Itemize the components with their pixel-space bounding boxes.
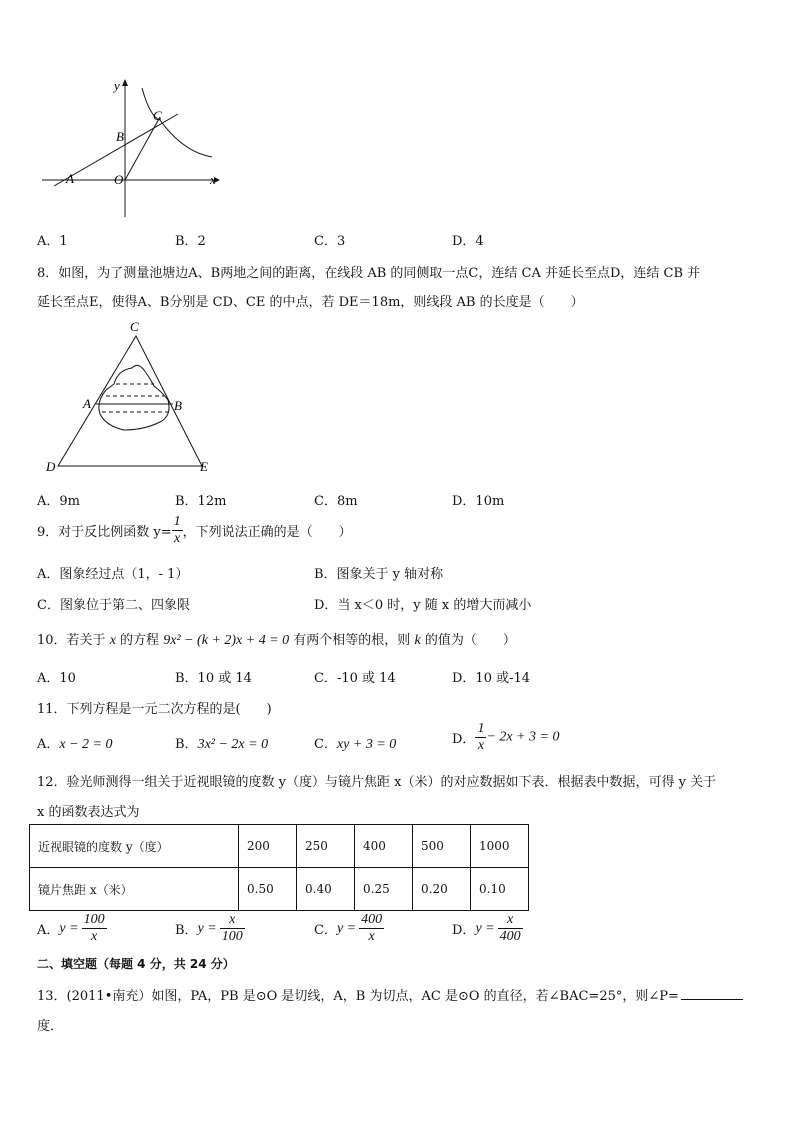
q11-label-b: B． (175, 737, 198, 752)
q12-label-a: A． (37, 923, 60, 938)
q12-label-d: D． (452, 923, 476, 938)
q13-stem-line1 (37, 985, 743, 1004)
q12-stem-line1: 12．验光师测得一组关于近视眼镜的度数 y（度）与镜片焦距 x（米）的对应数据如下表．根据表中数据，可得 y 关于 (37, 775, 717, 790)
q10-option-d[interactable]: D．10 或-14 (452, 671, 531, 686)
q11-d-denominator: x (477, 738, 485, 753)
q11-eq-d: − 2x + 3 = 0 (486, 729, 560, 745)
q11-option-c[interactable] (314, 733, 396, 753)
q12-denominator-a: x (90, 929, 98, 944)
q10-var-x: x (109, 633, 116, 648)
q10-option-b[interactable]: B．10 或 14 (175, 671, 252, 686)
q12-y-eq-a: y = (59, 920, 79, 936)
label-b: B (116, 129, 124, 144)
q11-label-a: A． (37, 737, 60, 752)
q11-eq-b: 3x² − 2x = 0 (197, 737, 269, 752)
table-cell: 1000 (471, 825, 529, 868)
label-y: y (114, 78, 120, 93)
q12-frac-c (359, 912, 384, 945)
q11-option-b[interactable] (175, 733, 268, 753)
q10-tail2: 的值为（ ） (424, 633, 516, 648)
table-row (30, 868, 529, 911)
table-cell: 500 (413, 825, 471, 868)
q11-eq-c: xy + 3 = 0 (336, 737, 397, 752)
q9-stem (37, 514, 352, 547)
label-a: A (83, 396, 91, 411)
q11-label-c: C． (314, 737, 337, 752)
q9-fraction (172, 514, 183, 547)
table-cell: 250 (297, 825, 355, 868)
q10-mid: 的方程 (120, 633, 160, 648)
q8-figure (40, 318, 220, 478)
table-row (30, 825, 529, 868)
q12-numerator-b: x (220, 912, 245, 929)
table-cell: 0.40 (297, 868, 355, 911)
q12-numerator-a: 100 (83, 912, 105, 927)
label-c: C (153, 108, 162, 123)
table-cell: 近视眼镜的度数 y（度） (30, 825, 239, 868)
q8-option-c[interactable]: C．8m (314, 494, 358, 509)
label-e: E (200, 459, 208, 474)
line-oc (125, 117, 160, 180)
q8-stem-line1: 8．如图，为了测量池塘边A、B两地之间的距离，在线段 AB 的同侧取一点C，连结 CA 并延长至点D，连结 CB 并 (37, 266, 701, 281)
table-cell: 200 (239, 825, 297, 868)
q10-option-c[interactable]: C．-10 或 14 (314, 671, 396, 686)
q11-stem: 11．下列方程是一元二次方程的是( ) (37, 702, 272, 717)
q9-option-b[interactable]: B．图象关于 y 轴对称 (314, 567, 444, 582)
table-cell: 0.10 (471, 868, 529, 911)
q11-d-fraction (475, 721, 486, 754)
q7-option-a[interactable]: A．1 (37, 234, 68, 249)
pond-outline (99, 365, 169, 430)
q12-denominator-c: x (368, 929, 375, 944)
label-b: B (174, 398, 182, 413)
q13-answer-blank[interactable] (681, 986, 743, 1000)
q8-stem-line2: 延长至点E，使得A、B分别是 CD、CE 的中点，若 DE＝18m，则线段 AB 的长度是（ ） (37, 295, 584, 310)
q9-option-c[interactable]: C．图象位于第二、四象限 (37, 598, 190, 613)
section-heading: 二、填空题（每题 4 分，共 24 分） (37, 957, 235, 971)
q8-option-d[interactable]: D．10m (452, 494, 505, 509)
q12-numerator-c: 400 (361, 912, 383, 927)
q12-numerator-d: x (498, 912, 523, 929)
q12-y-eq-d: y = (475, 920, 495, 936)
q12-option-c[interactable] (314, 912, 384, 945)
q7-option-b[interactable]: B．2 (175, 234, 206, 249)
q10-var-k: k (414, 633, 421, 648)
q12-frac-d (498, 912, 523, 945)
q11-label-d: D． (452, 732, 476, 747)
label-c: C (130, 319, 139, 334)
q12-stem-line2: x 的函数表达式为 (37, 805, 140, 820)
q7-option-d[interactable]: D．4 (452, 234, 484, 249)
q12-option-b[interactable] (175, 912, 245, 945)
q12-y-eq-b: y = (197, 920, 217, 936)
q8-option-b[interactable]: B．12m (175, 494, 227, 509)
q12-option-a[interactable] (37, 912, 107, 945)
label-d: D (46, 459, 56, 474)
q7-figure (38, 72, 228, 222)
q13-text: 13．(2011•南充）如图，PA，PB 是⊙O 是切线，A，B 为切点，AC 是⊙O 的直径，若∠BAC=25°，则∠P= (37, 989, 679, 1004)
q10-prefix: 10．若关于 (37, 633, 106, 648)
table-cell: 镜片焦距 x（米） (30, 868, 239, 911)
q9-option-d[interactable]: D．当 x＜0 时，y 随 x 的增大而减小 (314, 598, 532, 613)
q9-denominator: x (174, 531, 181, 546)
q10-option-a[interactable]: A．10 (37, 671, 76, 686)
table-cell: 0.25 (355, 868, 413, 911)
q12-label-c: C． (314, 923, 337, 938)
q10-stem (37, 629, 516, 649)
label-o: O (114, 172, 124, 187)
q12-table (29, 824, 529, 911)
q9-option-a[interactable]: A．图象经过点（1，- 1） (37, 567, 189, 582)
q11-eq-a: x − 2 = 0 (59, 737, 113, 752)
label-x: x (210, 172, 216, 187)
q10-equation: 9x² − (k + 2)x + 4 = 0 (163, 633, 290, 648)
q12-denominator-b: 100 (221, 929, 243, 944)
label-a: A (66, 171, 74, 186)
q12-label-b: B． (175, 923, 198, 938)
q7-option-c[interactable]: C．3 (314, 234, 346, 249)
q12-frac-a (82, 912, 107, 945)
table-cell: 400 (355, 825, 413, 868)
q10-tail1: 有两个相等的根，则 (293, 633, 411, 648)
q11-d-numerator: 1 (477, 721, 485, 736)
q9-suffix: ，下列说法正确的是（ ） (182, 525, 352, 540)
q12-frac-b (220, 912, 245, 945)
y-axis-arrow (122, 79, 128, 86)
table-cell: 0.50 (239, 868, 297, 911)
q9-prefix: 9．对于反比例函数 y= (37, 525, 172, 540)
q12-option-d[interactable] (452, 912, 523, 945)
q11-option-a[interactable] (37, 733, 113, 753)
q8-option-a[interactable]: A．9m (37, 494, 80, 509)
q13-stem-line2: 度． (37, 1019, 64, 1034)
q12-y-eq-c: y = (336, 920, 357, 936)
q9-numerator: 1 (173, 514, 181, 529)
q12-denominator-d: 400 (499, 929, 521, 944)
table-cell: 0.20 (413, 868, 471, 911)
q11-option-d[interactable] (452, 721, 560, 754)
